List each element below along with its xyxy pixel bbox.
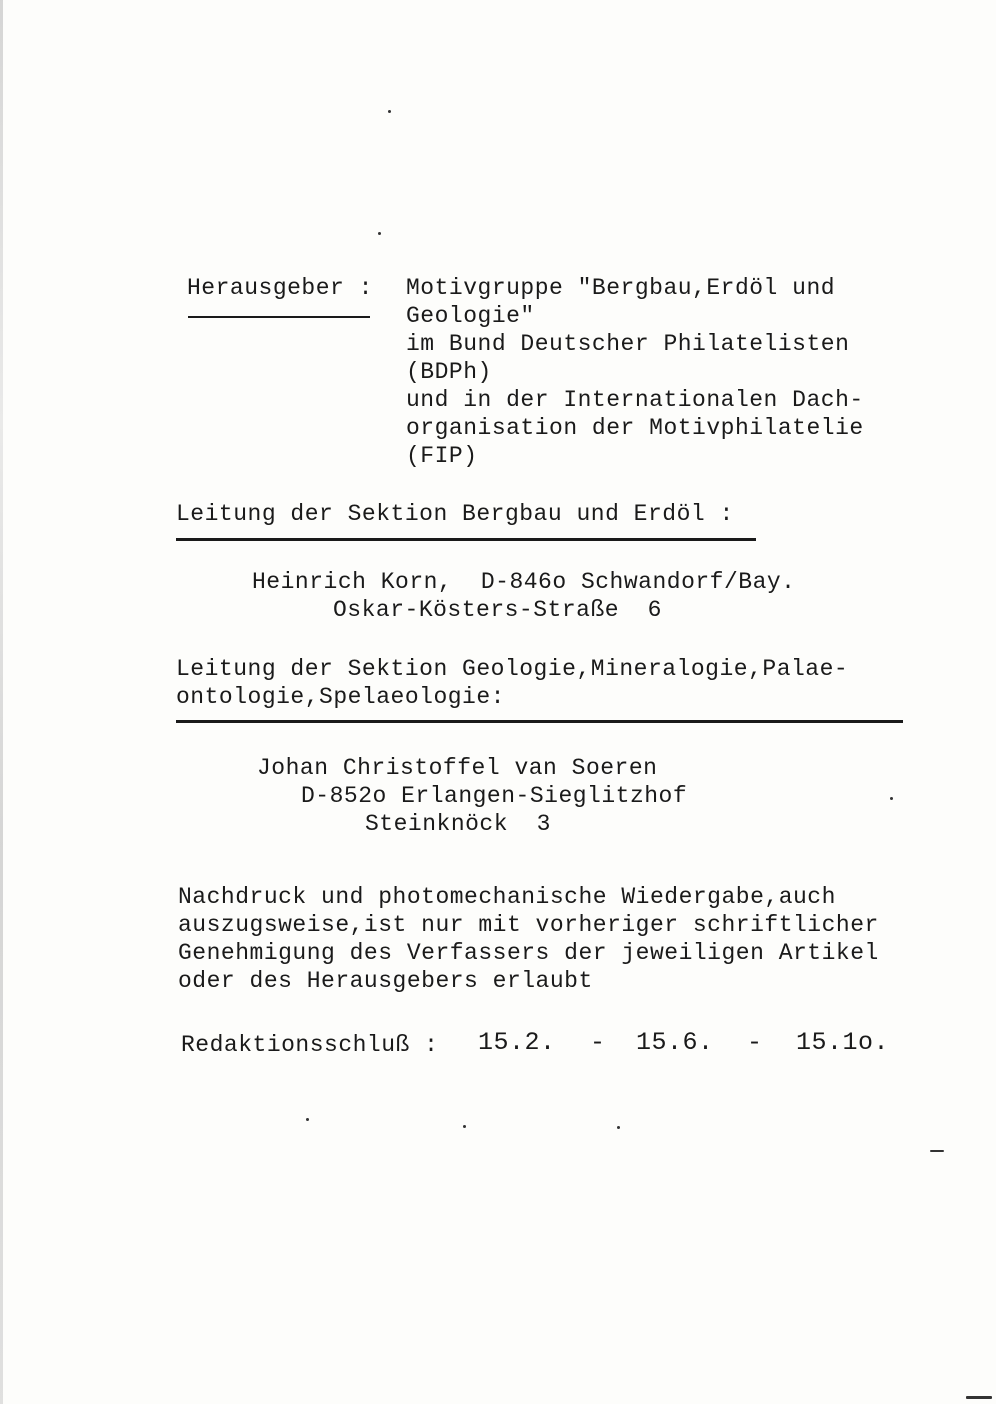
copyright-line-3: Genehmigung des Verfassers der jeweiligen Artikel (178, 940, 879, 966)
mining-section-heading: Leitung der Sektion Bergbau und Erdöl : (176, 501, 734, 527)
mining-section-underline (176, 538, 756, 541)
mining-contact-line-1: Heinrich Korn, D-846o Schwandorf/Bay. (252, 569, 796, 595)
geology-section-heading-2: ontologie,Spelaeologie: (176, 684, 505, 710)
scan-speck (966, 1396, 992, 1399)
publisher-line-2: Geologie" (406, 303, 535, 329)
deadline-date-1: 15.2. (478, 1028, 556, 1057)
scan-speck (617, 1126, 620, 1129)
geology-section-underline (176, 720, 903, 723)
scan-edge (0, 0, 3, 1404)
publisher-label: Herausgeber : (187, 275, 373, 301)
publisher-line-4: (BDPh) (406, 359, 492, 385)
publisher-line-1: Motivgruppe "Bergbau,Erdöl und (406, 275, 836, 301)
geology-contact-line-2: D-852o Erlangen-Sieglitzhof (301, 783, 688, 809)
deadline-separator-2: - (747, 1028, 763, 1057)
scan-speck (378, 232, 381, 235)
scan-speck (388, 110, 391, 113)
publisher-line-3: im Bund Deutscher Philatelisten (406, 331, 850, 357)
deadline-separator-1: - (590, 1028, 606, 1057)
mining-contact-line-2: Oskar-Kösters-Straße 6 (333, 597, 662, 623)
scan-speck (306, 1118, 309, 1121)
scan-speck (930, 1150, 944, 1152)
publisher-line-5: und in der Internationalen Dach- (406, 387, 864, 413)
publisher-line-7: (FIP) (406, 443, 478, 469)
scan-speck (890, 797, 893, 800)
copyright-line-1: Nachdruck und photomechanische Wiedergabe,auch (178, 884, 836, 910)
deadline-label: Redaktionsschluß : (181, 1032, 439, 1058)
copyright-line-4: oder des Herausgebers erlaubt (178, 968, 593, 994)
copyright-line-2: auszugsweise,ist nur mit vorheriger schriftlicher (178, 912, 879, 938)
geology-contact-line-3: Steinknöck 3 (365, 811, 551, 837)
deadline-date-3: 15.1o. (796, 1028, 890, 1057)
deadline-date-2: 15.6. (636, 1028, 714, 1057)
publisher-underline (188, 316, 370, 318)
publisher-line-6: organisation der Motivphilatelie (406, 415, 864, 441)
scan-speck (463, 1125, 466, 1128)
geology-section-heading-1: Leitung der Sektion Geologie,Mineralogie,Palae- (176, 656, 849, 682)
geology-contact-line-1: Johan Christoffel van Soeren (257, 755, 658, 781)
